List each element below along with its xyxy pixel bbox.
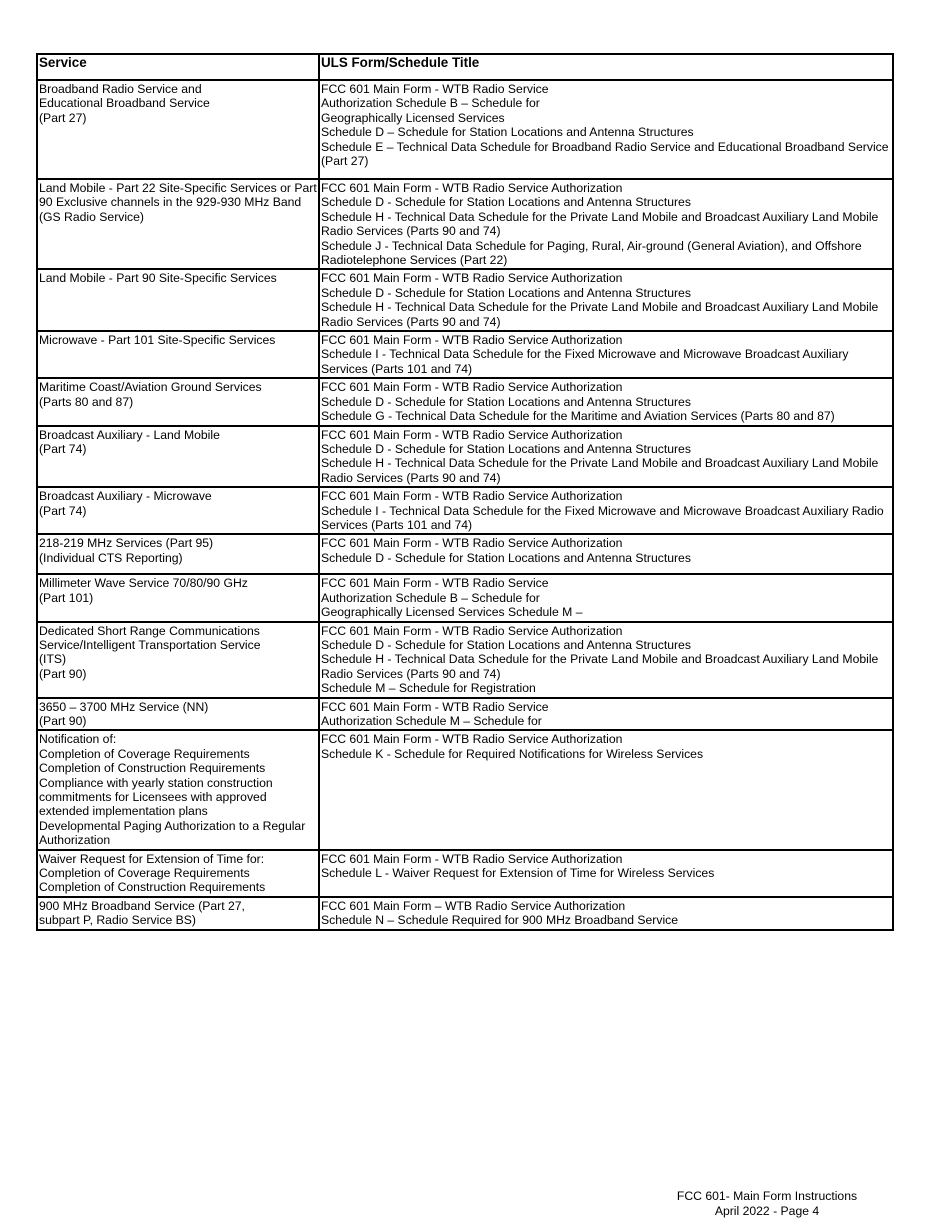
service-line: Service/Intelligent Transportation Service <box>39 637 261 652</box>
form-schedule-line: FCC 601 Main Form - WTB Radio Service Authorization <box>321 732 623 747</box>
form-schedule-line: Schedule D - Schedule for Station Locations and Antenna Structures <box>321 441 691 456</box>
form-schedule-line: Schedule K - Schedule for Required Notifications for Wireless Services <box>321 746 704 761</box>
table-row <box>37 80 893 179</box>
service-line: (Part 90) <box>39 714 87 728</box>
service-line: Land Mobile - Part 90 Site-Specific Services <box>39 271 277 286</box>
service-cell <box>37 850 319 897</box>
service-line: (Part 90) <box>39 666 87 681</box>
form-schedule-cell <box>319 426 893 488</box>
table-row <box>37 730 893 849</box>
service-schedule-table <box>36 53 894 931</box>
service-cell <box>37 179 319 269</box>
form-schedule-line: FCC 601 Main Form - WTB Radio Service Authorization <box>321 380 623 395</box>
service-line: Waiver Request for Extension of Time for: <box>39 851 265 866</box>
form-schedule-line: Schedule G - Technical Data Schedule for the Maritime and Aviation Services (Parts 80 and 87) <box>321 409 835 424</box>
footer-date-page: April 2022 - Page 4 <box>714 1204 820 1218</box>
service-line: Completion of Construction Requirements <box>39 880 266 895</box>
table-row <box>37 850 893 897</box>
form-schedule-line: Geographically Licensed Services Schedule M – <box>321 605 583 620</box>
service-cell <box>37 730 319 849</box>
service-line: Broadcast Auxiliary - Microwave <box>39 489 212 504</box>
form-schedule-cell <box>319 534 893 574</box>
form-schedule-line: Schedule E – Technical Data Schedule for Broadband Radio Service and Educational Broadband Service (Part 27) <box>321 139 889 169</box>
service-cell <box>37 269 319 331</box>
form-schedule-line: Schedule D – Schedule for Station Locations and Antenna Structures <box>321 125 694 140</box>
table-row <box>37 378 893 425</box>
form-schedule-column-header: ULS Form/Schedule Title <box>319 54 893 80</box>
form-schedule-line: FCC 601 Main Form - WTB Radio Service Authorization <box>321 536 623 551</box>
form-schedule-cell <box>319 698 893 731</box>
form-schedule-line: Schedule H - Technical Data Schedule for the Private Land Mobile and Broadcast Auxiliary Land Mobile Radio Services (Parts 90 and 74) <box>321 456 879 485</box>
form-schedule-line: FCC 601 Main Form - WTB Radio Service <box>321 576 549 591</box>
form-schedule-line: Schedule N – Schedule Required for 900 MHz Broadband Service <box>321 913 679 928</box>
service-cell <box>37 426 319 488</box>
form-schedule-line: FCC 601 Main Form - WTB Radio Service Authorization <box>321 489 623 504</box>
service-line: (Part 74) <box>39 503 87 518</box>
form-schedule-cell <box>319 622 893 698</box>
service-line: Completion of Coverage Requirements <box>39 866 250 881</box>
form-schedule-line: FCC 601 Main Form - WTB Radio Service Authorization <box>321 181 623 195</box>
service-cell <box>37 534 319 574</box>
form-schedule-line: Schedule D - Schedule for Station Locations and Antenna Structures <box>321 550 691 565</box>
service-line: Maritime Coast/Aviation Ground Services <box>39 380 262 395</box>
form-schedule-line: FCC 601 Main Form – WTB Radio Service Authorization <box>321 898 626 913</box>
form-schedule-line: Schedule H - Technical Data Schedule for the Private Land Mobile and Broadcast Auxiliary Land Mobile Radio Services (Parts 90 and 74) <box>321 209 879 239</box>
service-line: (ITS) <box>39 652 67 667</box>
service-line: Compliance with yearly station construction commitments for Licensees with approved extended implementation plans <box>39 775 273 819</box>
table-row <box>37 698 893 731</box>
form-schedule-line: Schedule I - Technical Data Schedule for the Fixed Microwave and Microwave Broadcast Auxiliary Radio Services (Parts 101 and 74) <box>321 503 884 532</box>
form-schedule-cell <box>319 487 893 534</box>
form-schedule-line: Schedule H - Technical Data Schedule for the Private Land Mobile and Broadcast Auxiliary Land Mobile Radio Services (Parts 90 and 74) <box>321 652 879 681</box>
form-schedule-cell <box>319 574 893 621</box>
service-line: Completion of Coverage Requirements <box>39 746 250 761</box>
form-schedule-line: Authorization Schedule B – Schedule for <box>321 96 540 111</box>
table-row <box>37 534 893 574</box>
form-schedule-line: FCC 601 Main Form - WTB Radio Service <box>321 699 549 714</box>
form-schedule-cell <box>319 269 893 331</box>
form-schedule-cell <box>319 897 893 930</box>
service-line: (Individual CTS Reporting) <box>39 550 183 565</box>
service-cell <box>37 487 319 534</box>
form-schedule-line: Schedule J - Technical Data Schedule for Paging, Rural, Air-ground (General Aviation), and Offshore Radiotelephone Services (Part 22) <box>321 238 862 268</box>
form-schedule-cell <box>319 179 893 269</box>
service-line: (Part 101) <box>39 590 94 605</box>
service-line: Millimeter Wave Service 70/80/90 GHz <box>39 576 248 591</box>
form-schedule-line: FCC 601 Main Form - WTB Radio Service Authorization <box>321 851 623 866</box>
service-cell <box>37 331 319 378</box>
form-schedule-line: Schedule D - Schedule for Station Locations and Antenna Structures <box>321 195 691 210</box>
service-line: Notification of: <box>39 732 117 747</box>
service-line: 900 MHz Broadband Service (Part 27, <box>39 898 245 913</box>
form-schedule-line: Geographically Licensed Services <box>321 110 505 125</box>
service-line: Educational Broadband Service <box>39 96 210 111</box>
service-line: Broadband Radio Service and <box>39 82 202 96</box>
service-column-header: Service <box>37 54 319 80</box>
service-cell <box>37 897 319 930</box>
form-schedule-line: Authorization Schedule B – Schedule for <box>321 590 540 605</box>
form-schedule-line: Schedule H - Technical Data Schedule for the Private Land Mobile and Broadcast Auxiliary Land Mobile Radio Services (Parts 90 and 74) <box>321 300 879 329</box>
table-body <box>37 80 893 930</box>
table-row <box>37 487 893 534</box>
service-cell <box>37 378 319 425</box>
service-line: Developmental Paging Authorization to a Regular Authorization <box>39 818 306 848</box>
form-schedule-line: Schedule L - Waiver Request for Extension of Time for Wireless Services <box>321 866 715 881</box>
service-line: Dedicated Short Range Communications <box>39 623 260 638</box>
form-schedule-cell <box>319 730 893 849</box>
service-line: Land Mobile - Part 22 Site-Specific Services or Part 90 Exclusive channels in the 929-930 MHz Band (GS Radio Service) <box>39 181 317 224</box>
form-schedule-cell <box>319 850 893 897</box>
table-row <box>37 574 893 621</box>
form-schedule-line: Schedule D - Schedule for Station Locations and Antenna Structures <box>321 394 691 409</box>
form-schedule-line: FCC 601 Main Form - WTB Radio Service <box>321 82 549 96</box>
service-line: Microwave - Part 101 Site-Specific Services <box>39 333 276 348</box>
form-schedule-line: FCC 601 Main Form - WTB Radio Service Authorization <box>321 427 623 442</box>
footer-form-title: FCC 601- Main Form Instructions <box>676 1189 858 1203</box>
table-row <box>37 331 893 378</box>
service-line: 218-219 MHz Services (Part 95) <box>39 536 214 551</box>
service-line: (Part 74) <box>39 441 87 456</box>
service-line: (Parts 80 and 87) <box>39 394 134 409</box>
form-schedule-cell <box>319 378 893 425</box>
table-row <box>37 269 893 331</box>
form-schedule-line: FCC 601 Main Form - WTB Radio Service Authorization <box>321 623 623 638</box>
service-line: 3650 – 3700 MHz Service (NN) <box>39 699 209 714</box>
form-schedule-line: FCC 601 Main Form - WTB Radio Service Authorization <box>321 333 623 348</box>
service-cell <box>37 622 319 698</box>
page-footer <box>672 1189 862 1219</box>
table-row <box>37 622 893 698</box>
form-schedule-line: FCC 601 Main Form - WTB Radio Service Authorization <box>321 271 623 286</box>
table-row <box>37 897 893 930</box>
service-cell <box>37 698 319 731</box>
form-schedule-line: Schedule I - Technical Data Schedule for the Fixed Microwave and Microwave Broadcast Auxiliary Services (Parts 101 and 74) <box>321 347 849 376</box>
table-row <box>37 426 893 488</box>
service-line: subpart P, Radio Service BS) <box>39 913 196 928</box>
service-line: Completion of Construction Requirements <box>39 761 266 776</box>
form-schedule-cell <box>319 331 893 378</box>
form-schedule-cell <box>319 80 893 179</box>
form-schedule-line: Authorization Schedule M – Schedule for <box>321 714 542 728</box>
service-line: (Part 27) <box>39 110 87 125</box>
service-cell <box>37 80 319 179</box>
form-schedule-line: Schedule D - Schedule for Station Locations and Antenna Structures <box>321 637 691 652</box>
table-row <box>37 179 893 269</box>
service-line: Broadcast Auxiliary - Land Mobile <box>39 427 220 442</box>
table-header-row <box>37 54 893 80</box>
form-schedule-line: Schedule D - Schedule for Station Locations and Antenna Structures <box>321 285 691 300</box>
form-schedule-line: Schedule M – Schedule for Registration <box>321 681 536 696</box>
service-cell <box>37 574 319 621</box>
